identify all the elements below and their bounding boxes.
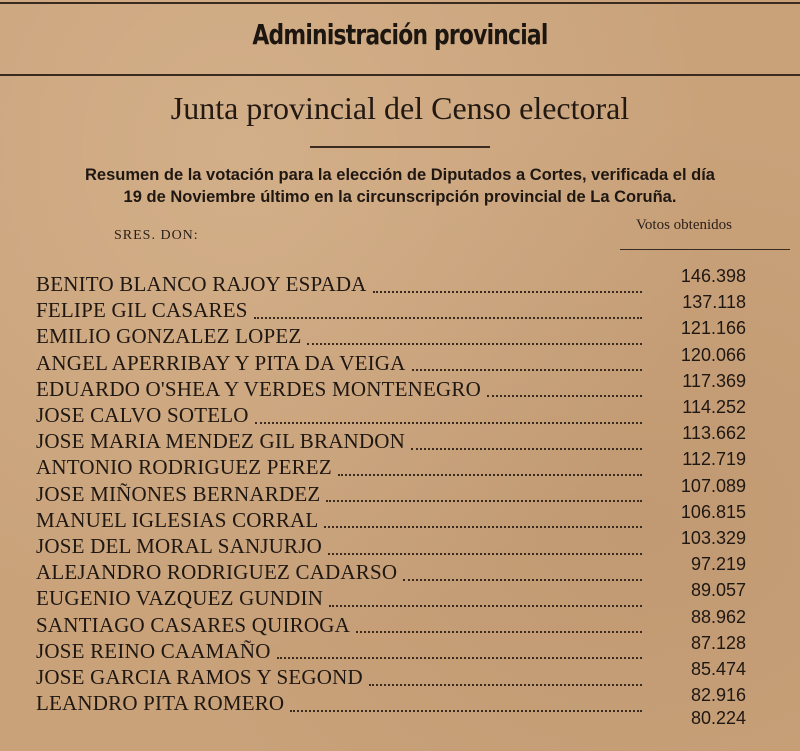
- leader-dots: [403, 579, 642, 581]
- candidate-name: JOSE DEL MORAL SANJURJO: [36, 534, 322, 558]
- candidate-votes: 85.474: [690, 659, 746, 679]
- candidate-name: JOSE CALVO SOTELO: [36, 403, 249, 427]
- headline-underline: [310, 146, 490, 148]
- candidate-votes: 80.224: [690, 708, 746, 729]
- table-row: [36, 475, 746, 509]
- candidate-votes: 113.662: [682, 423, 746, 444]
- candidate-votes: 121.166: [680, 318, 746, 339]
- table-row: [36, 318, 746, 351]
- top-rule: [0, 2, 800, 4]
- candidate-name: SANTIAGO CASARES QUIROGA: [36, 612, 350, 637]
- candidate-votes: 87.128: [690, 632, 746, 653]
- candidate-votes: 103.329: [680, 528, 746, 548]
- candidate-votes: 137.118: [682, 292, 746, 313]
- names-column-header: SRES. DON:: [114, 228, 199, 243]
- section-title: Administración provincial: [252, 18, 548, 51]
- candidate-votes: 97.219: [690, 554, 746, 575]
- table-row: [36, 370, 746, 404]
- table-row: [36, 685, 746, 718]
- table-row: [36, 632, 746, 666]
- leader-dots: [487, 395, 642, 397]
- candidate-name: LEANDRO PITA ROMERO: [36, 691, 285, 716]
- table-row: [36, 423, 746, 456]
- candidate-votes: 112.719: [682, 449, 746, 470]
- headline: Junta provincial del Censo electoral: [170, 90, 630, 126]
- table-row: [36, 528, 746, 561]
- table-row: [36, 580, 746, 613]
- candidate-votes: 106.815: [680, 501, 746, 522]
- leader-dots: [255, 422, 642, 424]
- candidate-name: MANUEL IGLESIAS CORRAL: [36, 507, 319, 532]
- candidate-name: ANTONIO RODRIGUEZ PEREZ: [36, 455, 332, 480]
- candidate-name: EDUARDO O'SHEA Y VERDES MONTENEGRO: [36, 376, 481, 401]
- table-row: [36, 292, 746, 325]
- table-row: [36, 554, 746, 587]
- candidate-name: ALEJANDRO RODRIGUEZ CADARSO: [36, 560, 398, 585]
- leader-dots: [277, 657, 642, 659]
- table-row: [36, 266, 746, 299]
- leader-dots: [328, 553, 642, 555]
- candidate-votes: 88.962: [690, 606, 746, 627]
- table-row: [36, 397, 746, 430]
- leader-dots: [329, 605, 642, 607]
- candidate-name: ANGEL APERRIBAY Y PITA DA VEIGA: [36, 350, 406, 375]
- table-row: [36, 344, 746, 378]
- table-row: [36, 606, 746, 640]
- leader-dots: [326, 500, 642, 502]
- leader-dots: [373, 291, 642, 293]
- leader-dots: [356, 631, 642, 633]
- candidate-votes: 89.057: [690, 580, 746, 601]
- leader-dots: [411, 448, 642, 450]
- leader-dots: [412, 369, 642, 371]
- candidate-name: JOSE GARCIA RAMOS Y SEGOND: [36, 665, 363, 689]
- table-row: [36, 659, 746, 692]
- candidate-name: EMILIO GONZALEZ LOPEZ: [36, 324, 302, 349]
- candidate-name: BENITO BLANCO RAJOY ESPADA: [36, 272, 367, 296]
- section-rule: [0, 74, 800, 76]
- candidate-name: JOSE MIÑONES BERNARDEZ: [36, 481, 321, 506]
- leader-dots: [369, 684, 642, 686]
- leader-dots: [307, 343, 642, 345]
- table-row: [36, 501, 746, 535]
- candidate-votes: 120.066: [680, 344, 746, 365]
- candidate-name: FELIPE GIL CASARES: [36, 298, 248, 323]
- votes-header-rule: [620, 249, 790, 250]
- subtitle-line-1: Resumen de la votación para la elección de Diputados a Cortes, verificada el día: [85, 166, 715, 184]
- leader-dots: [254, 317, 642, 319]
- candidate-votes: 114.252: [682, 397, 746, 417]
- candidate-name: EUGENIO VAZQUEZ GUNDIN: [36, 586, 324, 611]
- candidate-votes: 107.089: [680, 475, 746, 496]
- subtitle: [0, 164, 800, 208]
- leader-dots: [324, 526, 642, 528]
- candidate-name: JOSE REINO CAAMAÑO: [36, 638, 271, 663]
- leader-dots: [290, 710, 642, 712]
- subtitle-line-2: 19 de Noviembre último en la circunscripción provincial de La Coruña.: [123, 188, 677, 206]
- leader-dots: [338, 474, 642, 476]
- candidate-name: JOSE MARIA MENDEZ GIL BRANDON: [36, 429, 406, 454]
- votes-column-header: Votos obtenidos: [636, 217, 732, 233]
- candidate-votes: 117.369: [682, 370, 746, 391]
- candidate-votes: 146.398: [680, 266, 746, 286]
- table-row: [36, 449, 746, 482]
- table-row: [36, 708, 746, 744]
- candidate-votes: 82.916: [690, 685, 746, 706]
